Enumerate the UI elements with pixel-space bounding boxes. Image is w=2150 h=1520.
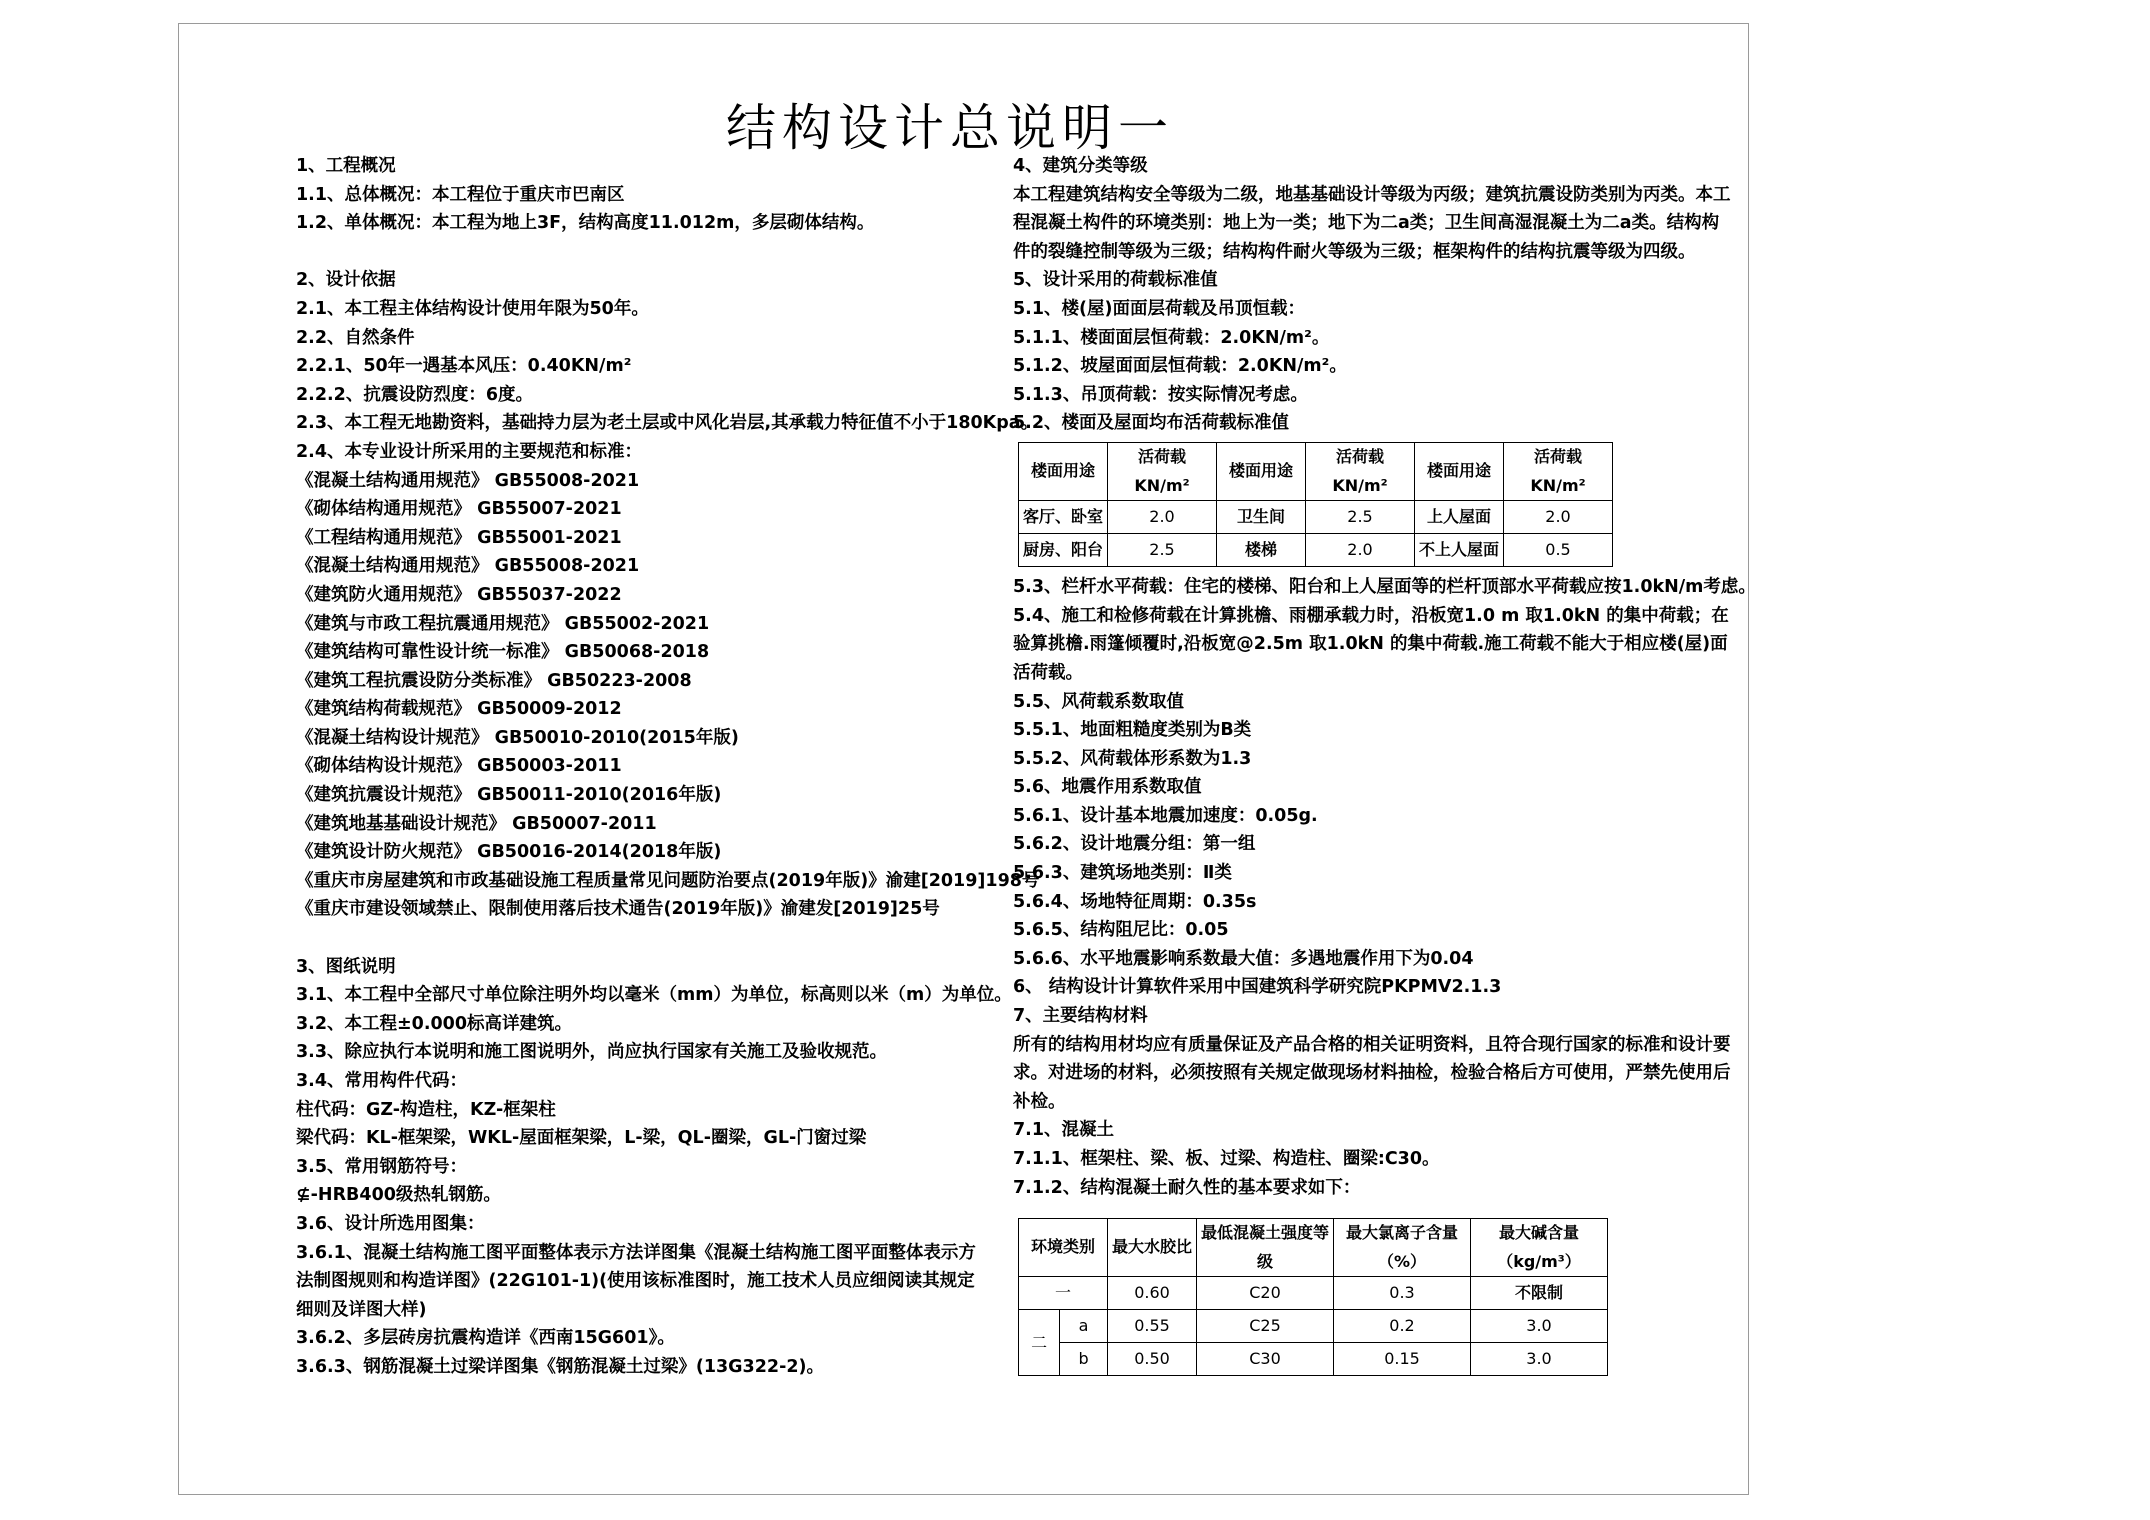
section-heading: 4、建筑分类等级 bbox=[1013, 156, 1148, 176]
text-line: 5.6.4、场地特征周期：0.35s bbox=[1013, 891, 1257, 912]
text-line: 3.6.3、钢筋混凝土过梁详图集《钢筋混凝土过梁》(13G322-2)。 bbox=[296, 1356, 825, 1377]
table-header-cell: 楼面用途 bbox=[1217, 442, 1306, 500]
standard-item: 《重庆市建设领域禁止、限制使用落后技术通告(2019年版)》渝建发[2019]25号 bbox=[296, 899, 940, 920]
table-cell: 2.0 bbox=[1504, 501, 1613, 534]
table-cell: 二 bbox=[1019, 1310, 1060, 1376]
table-cell: 3.0 bbox=[1471, 1310, 1608, 1343]
paragraph-3-6-1: 3.6.1、混凝土结构施工图平面整体表示方法详图集《混凝土结构施工图平面整体表示方法制图规则和构造详图》(22G101-1)(使用该标准图时，施工技术人员应细阅读其规定细则及详图大样) bbox=[296, 1242, 976, 1320]
standard-item: 《建筑设计防火规范》 GB50016-2014(2018年版) bbox=[296, 842, 722, 863]
table-cell: C20 bbox=[1197, 1277, 1334, 1310]
text-line: 3.6、设计所选用图集： bbox=[296, 1213, 485, 1234]
text-line: 5.3、栏杆水平荷载：住宅的楼梯、阳台和上人屋面等的栏杆顶部水平荷载应按1.0kN/m考虑。 bbox=[1013, 577, 1756, 598]
table-header-row bbox=[1019, 1219, 1608, 1277]
table-cell: 2.5 bbox=[1108, 534, 1217, 567]
text-line: 2.4、本专业设计所采用的主要规范和标准： bbox=[296, 441, 642, 462]
text-line: 1、工程概况 bbox=[296, 156, 396, 176]
standard-item: 《建筑防火通用规范》 GB55037-2022 bbox=[296, 584, 622, 605]
table-cell: 厨房、阳台 bbox=[1019, 534, 1108, 567]
table-header-cell: 楼面用途 bbox=[1415, 442, 1504, 500]
text-line: 3.4、常用构件代码： bbox=[296, 1071, 468, 1091]
table-row bbox=[1019, 1343, 1608, 1376]
text-line: 1.2、单体概况：本工程为地上3F，结构高度11.012m，多层砌体结构。 bbox=[296, 213, 875, 234]
table-header-cell: 环境类别 bbox=[1019, 1219, 1108, 1277]
table-cell: 2.0 bbox=[1306, 534, 1415, 567]
section-3 bbox=[296, 953, 1016, 1382]
text-line: 3.2、本工程±0.000标高详建筑。 bbox=[296, 1013, 573, 1034]
table-row bbox=[1019, 1277, 1608, 1310]
text-line: 2.2.2、抗震设防烈度：6度。 bbox=[296, 384, 534, 405]
text-line: 3.3、除应执行本说明和施工图说明外，尚应执行国家有关施工及验收规范。 bbox=[296, 1042, 887, 1063]
table-header-cell: 最大碱含量（kg/m³） bbox=[1471, 1219, 1608, 1277]
text-line: ⊈-HRB400级热轧钢筋。 bbox=[296, 1185, 501, 1206]
standard-item: 《建筑抗震设计规范》 GB50011-2010(2016年版) bbox=[296, 785, 722, 806]
standard-item: 《建筑工程抗震设防分类标准》 GB50223-2008 bbox=[296, 670, 692, 691]
table-cell: 不上人屋面 bbox=[1415, 534, 1504, 567]
table-header-row bbox=[1019, 442, 1613, 500]
text-line: 5、设计采用的荷载标准值 bbox=[1013, 270, 1218, 291]
standard-item: 《建筑结构荷载规范》 GB50009-2012 bbox=[296, 699, 622, 720]
text-line: 5.6.6、水平地震影响系数最大值：多遇地震作用下为0.04 bbox=[1013, 948, 1474, 969]
table-header-cell: 活荷载KN/m² bbox=[1504, 442, 1613, 500]
title-block bbox=[640, 88, 1260, 157]
paragraph-4: 本工程建筑结构安全等级为二级，地基基础设计等级为丙级；建筑抗震设防类别为丙类。本工程混凝土构件的环境类别：地上为一类；地下为二a类；卫生间高湿混凝土为二a类。结构构件的裂缝控制等级为三级；结构构件耐火等级为三级；框架构件的结构抗震等级为四级。 bbox=[1013, 184, 1731, 262]
text-line: 7.1、混凝土 bbox=[1013, 1120, 1115, 1141]
table-cell: 卫生间 bbox=[1217, 501, 1306, 534]
text-line: 5.1、楼(屋)面面层荷载及吊顶恒载： bbox=[1013, 298, 1305, 319]
page-title: 结构设计总说明一 bbox=[726, 99, 1174, 157]
right-column bbox=[1013, 152, 1756, 1382]
text-line: 5.1.1、楼面面层恒荷载：2.0KN/m²。 bbox=[1013, 327, 1330, 348]
standard-item: 《混凝土结构通用规范》 GB55008-2021 bbox=[296, 556, 640, 577]
text-line: 1.1、总体概况：本工程位于重庆市巴南区 bbox=[296, 184, 625, 205]
text-line: 5.5.2、风荷载体形系数为1.3 bbox=[1013, 748, 1252, 769]
paragraph-7: 所有的结构用材均应有质量保证及产品合格的相关证明资料，且符合现行国家的标准和设计要求。对进场的材料，必须按照有关规定做现场材料抽检，检验合格后方可使用，严禁先使用后补检。 bbox=[1013, 1034, 1731, 1112]
table-cell: a bbox=[1060, 1310, 1108, 1343]
standard-item: 《建筑结构可靠性设计统一标准》 GB50068-2018 bbox=[296, 642, 710, 663]
table-cell: 0.2 bbox=[1334, 1310, 1471, 1343]
live-load-table bbox=[1018, 442, 1613, 567]
text-line: 7.1.2、结构混凝土耐久性的基本要求如下： bbox=[1013, 1177, 1361, 1198]
table-cell: 3.0 bbox=[1471, 1343, 1608, 1376]
text-line: 5.6.2、设计地震分组：第一组 bbox=[1013, 834, 1256, 855]
text-line: 5.5.1、地面粗糙度类别为B类 bbox=[1013, 720, 1252, 741]
section-1 bbox=[296, 152, 1016, 238]
standard-item: 《建筑地基基础设计规范》 GB50007-2011 bbox=[296, 813, 657, 834]
text-line: 5.6.3、建筑场地类别：Ⅱ类 bbox=[1013, 863, 1232, 884]
text-line: 5.6.5、结构阻尼比：0.05 bbox=[1013, 920, 1229, 941]
table-cell: 上人屋面 bbox=[1415, 501, 1504, 534]
table-header-cell: 活荷载KN/m² bbox=[1306, 442, 1415, 500]
text-line: 3.5、常用钢筋符号： bbox=[296, 1156, 468, 1177]
table-cell: 0.55 bbox=[1108, 1310, 1197, 1343]
text-line: 5.5、风荷载系数取值 bbox=[1013, 691, 1185, 712]
table-cell: 0.3 bbox=[1334, 1277, 1471, 1310]
text-line: 2、设计依据 bbox=[296, 270, 396, 291]
standard-item: 《混凝土结构设计规范》 GB50010-2010(2015年版) bbox=[296, 727, 739, 748]
table-cell: C25 bbox=[1197, 1310, 1334, 1343]
spacer bbox=[296, 238, 1016, 267]
section-2 bbox=[296, 266, 1040, 924]
table-cell: 0.60 bbox=[1108, 1277, 1197, 1310]
table-header-cell: 活荷载KN/m² bbox=[1108, 442, 1217, 500]
table-header-cell: 最大氯离子含量（%） bbox=[1334, 1219, 1471, 1277]
text-line: 2.2、自然条件 bbox=[296, 327, 415, 348]
text-line: 5.1.3、吊顶荷载：按实际情况考虑。 bbox=[1013, 384, 1308, 405]
table-header-cell: 最低混凝土强度等级 bbox=[1197, 1219, 1334, 1277]
text-line: 5.6.1、设计基本地震加速度：0.05g. bbox=[1013, 805, 1318, 826]
table-cell: 2.0 bbox=[1108, 501, 1217, 534]
table-row bbox=[1019, 501, 1613, 534]
text-line: 5.1.2、坡屋面面层恒荷载：2.0KN/m²。 bbox=[1013, 356, 1347, 377]
text-line: 柱代码：GZ-构造柱，KZ-框架柱 bbox=[296, 1099, 556, 1120]
table-header-cell: 最大水胶比 bbox=[1108, 1219, 1197, 1277]
table-header-cell: 楼面用途 bbox=[1019, 442, 1108, 500]
table-cell: b bbox=[1060, 1343, 1108, 1376]
text-line: 2.3、本工程无地勘资料，基础持力层为老土层或中风化岩层,其承载力特征值不小于180Kpa。 bbox=[296, 413, 1039, 434]
text-line: 7、主要结构材料 bbox=[1013, 1006, 1148, 1027]
table-row bbox=[1019, 1310, 1608, 1343]
table-cell: 0.50 bbox=[1108, 1343, 1197, 1376]
standard-item: 《重庆市房屋建筑和市政基础设施工程质量常见问题防治要点(2019年版)》渝建[2019]198号 bbox=[296, 870, 1040, 891]
text-line: 3、图纸说明 bbox=[296, 956, 396, 977]
table-cell: 0.5 bbox=[1504, 534, 1613, 567]
table-cell: 客厅、卧室 bbox=[1019, 501, 1108, 534]
text-line: 梁代码：KL-框架梁，WKL-屋面框架梁，L-梁，QL-圈梁，GL-门窗过梁 bbox=[296, 1128, 867, 1149]
table-cell: 楼梯 bbox=[1217, 534, 1306, 567]
spacer bbox=[296, 924, 1016, 953]
table-cell: 0.15 bbox=[1334, 1343, 1471, 1376]
standard-item: 《砌体结构通用规范》 GB55007-2021 bbox=[296, 499, 622, 520]
text-line: 7.1.1、框架柱、梁、板、过梁、构造柱、圈梁:C30。 bbox=[1013, 1149, 1440, 1169]
durability-table bbox=[1018, 1218, 1608, 1376]
standard-item: 《混凝土结构通用规范》 GB55008-2021 bbox=[296, 470, 640, 491]
table-row bbox=[1019, 534, 1613, 567]
text-line: 2.2.1、50年一遇基本风压：0.40KN/m² bbox=[296, 356, 632, 377]
text-line: 6、 结构设计计算软件采用中国建筑科学研究院PKPMV2.1.3 bbox=[1013, 977, 1502, 998]
text-line: 5.6、地震作用系数取值 bbox=[1013, 777, 1202, 798]
text-line: 3.6.2、多层砖房抗震构造详《西南15G601》。 bbox=[296, 1328, 675, 1349]
text-line: 3.1、本工程中全部尺寸单位除注明外均以毫米（mm）为单位，标高则以米（m）为单位。 bbox=[296, 985, 1012, 1006]
table-cell: 不限制 bbox=[1471, 1277, 1608, 1310]
table-cell: C30 bbox=[1197, 1343, 1334, 1376]
standard-item: 《建筑与市政工程抗震通用规范》 GB55002-2021 bbox=[296, 613, 710, 634]
left-column bbox=[296, 152, 1040, 1382]
standard-item: 《工程结构通用规范》 GB55001-2021 bbox=[296, 527, 622, 548]
paragraph-5-4: 5.4、施工和检修荷载在计算挑檐、雨棚承载力时，沿板宽1.0 m 取1.0kN 的集中荷载；在验算挑檐.雨篷倾覆时,沿板宽@2.5m 取1.0kN 的集中荷载.施工荷载不能大于相应楼(屋)面活荷载。 bbox=[1013, 605, 1729, 683]
table-cell: 一 bbox=[1019, 1277, 1108, 1310]
text-line: 2.1、本工程主体结构设计使用年限为50年。 bbox=[296, 298, 649, 319]
text-line: 5.2、楼面及屋面均布活荷载标准值 bbox=[1013, 413, 1289, 434]
standard-item: 《砌体结构设计规范》 GB50003-2011 bbox=[296, 756, 622, 777]
table-cell: 2.5 bbox=[1306, 501, 1415, 534]
